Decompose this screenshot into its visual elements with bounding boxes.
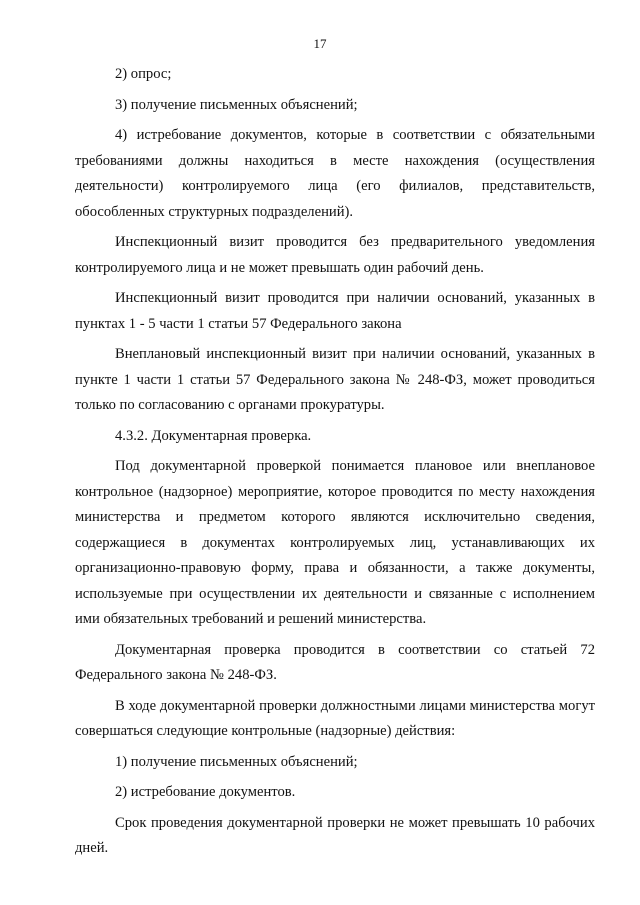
paragraph: 2) опрос; bbox=[115, 66, 172, 82]
paragraph: 4) истребование документов, которые в соответствии с обязательными требованиями должны находиться в месте нахождения (осуществления деятельности) контролируемого лица (его филиалов, представительств, обособленных структурных подразделений). bbox=[75, 127, 595, 220]
page-body bbox=[75, 62, 595, 862]
paragraph: 2) истребование документов. bbox=[115, 784, 296, 800]
paragraph: 3) получение письменных объяснений; bbox=[115, 96, 358, 113]
paragraph: В ходе документарной проверки должностными лицами министерства могут совершаться следующие контрольные (надзорные) действия: bbox=[75, 697, 595, 739]
paragraph: Инспекционный визит проводится без предварительного уведомления контролируемого лица и не может превышать один рабочий день. bbox=[75, 234, 595, 276]
section-heading: 4.3.2. Документарная проверка. bbox=[115, 427, 312, 444]
paragraph: Инспекционный визит проводится при наличии оснований, указанных в пунктах 1 - 5 части 1 статьи 57 Федерального закона bbox=[75, 290, 595, 332]
page-number: 17 bbox=[313, 36, 327, 51]
paragraph: 1) получение письменных объяснений; bbox=[115, 753, 358, 770]
paragraph: Внеплановый инспекционный визит при наличии оснований, указанных в пункте 1 части 1 статьи 57 Федерального закона № 248-ФЗ, может проводиться только по согласованию с органами прокуратуры. bbox=[75, 346, 595, 413]
paragraph: Под документарной проверкой понимается плановое или внеплановое контрольное (надзорное) мероприятие, которое проводится по месту нахождения министерства и предметом которого являются исключительно сведения, содержащиеся в документах контролируемых лиц, устанавливающих их организационно-правовую форму, права и обязанности, а также документы, используемые при осуществлении их деятельности и связанные с исполнением ими обязательных требований и решений министерства. bbox=[75, 458, 595, 627]
paragraph: Срок проведения документарной проверки не может превышать 10 рабочих дней. bbox=[75, 814, 595, 856]
paragraph: Документарная проверка проводится в соответствии со статьей 72 Федерального закона № 248-ФЗ. bbox=[75, 641, 595, 683]
